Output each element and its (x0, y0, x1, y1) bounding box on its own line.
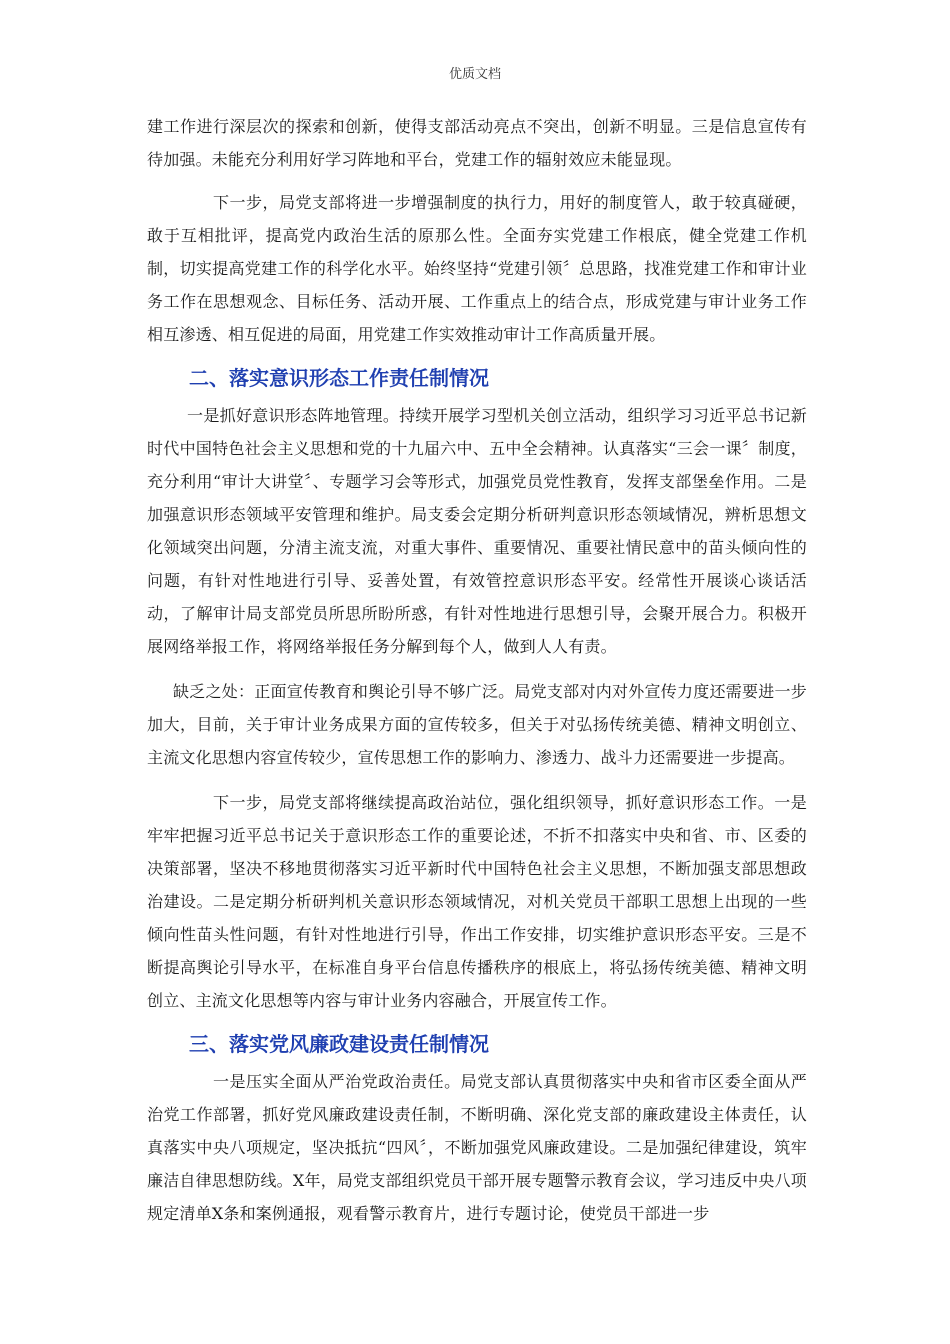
section-heading-integrity: 三、落实党风廉政建设责任制情况 (189, 1032, 489, 1056)
paragraph-next-step-party-building: 下一步，局党支部将进一步增强制度的执行力，用好的制度管人，敢于较真碰硬，敢于互相批评，提高党内政治生活的原那么性。全面夯实党建工作根底，健全党建工作机制，切实提高党建工作的科学化水平。始终坚持“党建引领〞总思路，找准党建工作和审计业务工作在思想观念、目标任务、活动开展、工作重点上的结合点，形成党建与审计业务工作相互渗透、相互促进的局面，用党建工作实效推动审计工作高质量开展。 (147, 193, 807, 344)
paragraph-continued: 建工作进行深层次的探索和创新，使得支部活动亮点不突出，创新不明显。三是信息宣传有待加强。未能充分利用好学习阵地和平台，党建工作的辐射效应未能显现。 (147, 117, 807, 169)
document-body (147, 110, 807, 1230)
paragraph-shortcomings: 缺乏之处：正面宣传教育和舆论引导不够广泛。局党支部对内对外宣传力度还需要进一步加大，目前，关于审计业务成果方面的宣传较多，但关于对弘扬传统美德、精神文明创立、主流文化思想内容宣传较少，宣传思想工作的影响力、渗透力、战斗力还需要进一步提高。 (147, 682, 807, 767)
section-heading-ideology: 二、落实意识形态工作责任制情况 (189, 366, 489, 390)
paragraph-ideology-work: 一是抓好意识形态阵地管理。持续开展学习型机关创立活动，组织学习习近平总书记新时代中国特色社会主义思想和党的十九届六中、五中全会精神。认真落实“三会一课〞制度，充分利用“审计大讲堂〞、专题学习会等形式，加强党员党性教育，发挥支部堡垒作用。二是加强意识形态领域平安管理和维护。局支委会定期分析研判意识形态领域情况，辨析思想文化领域突出问题，分清主流支流，对重大事件、重要情况、重要社情民意中的苗头倾向性的问题，有针对性地进行引导、妥善处置，有效管控意识形态平安。经常性开展谈心谈话活动，了解审计局支部党员所思所盼所惑，有针对性地进行思想引导，会聚开展合力。积极开展网络举报工作，将网络举报任务分解到每个人，做到人人有责。 (147, 406, 807, 656)
paragraph-integrity-work: 一是压实全面从严治党政治责任。局党支部认真贯彻落实中央和省市区委全面从严治党工作部署，抓好党风廉政建设责任制，不断明确、深化党支部的廉政建设主体责任，认真落实中央八项规定，坚决抵抗“四风〞，不断加强党风廉政建设。二是加强纪律建设，筑牢廉洁自律思想防线。X年，局党支部组织党员干部开展专题警示教育会议，学习违反中央八项规定清单X条和案例通报，观看警示教育片，进行专题讨论，使党员干部进一步 (147, 1072, 807, 1223)
page-header: 优质文档 (448, 67, 501, 82)
paragraph-next-step-ideology: 下一步，局党支部将继续提高政治站位，强化组织领导，抓好意识形态工作。一是牢牢把握习近平总书记关于意识形态工作的重要论述，不折不扣落实中央和省、市、区委的决策部署，坚决不移地贯彻落实习近平新时代中国特色社会主义思想，不断加强支部思想政治建设。二是定期分析研判机关意识形态领域情况，对机关党员干部职工思想上出现的一些倾向性苗头性问题，有针对性地进行引导，作出工作安排，切实维护意识形态平安。三是不断提高舆论引导水平，在标准自身平台信息传播秩序的根底上，将弘扬传统美德、精神文明创立、主流文化思想等内容与审计业务内容融合，开展宣传工作。 (147, 793, 807, 1010)
